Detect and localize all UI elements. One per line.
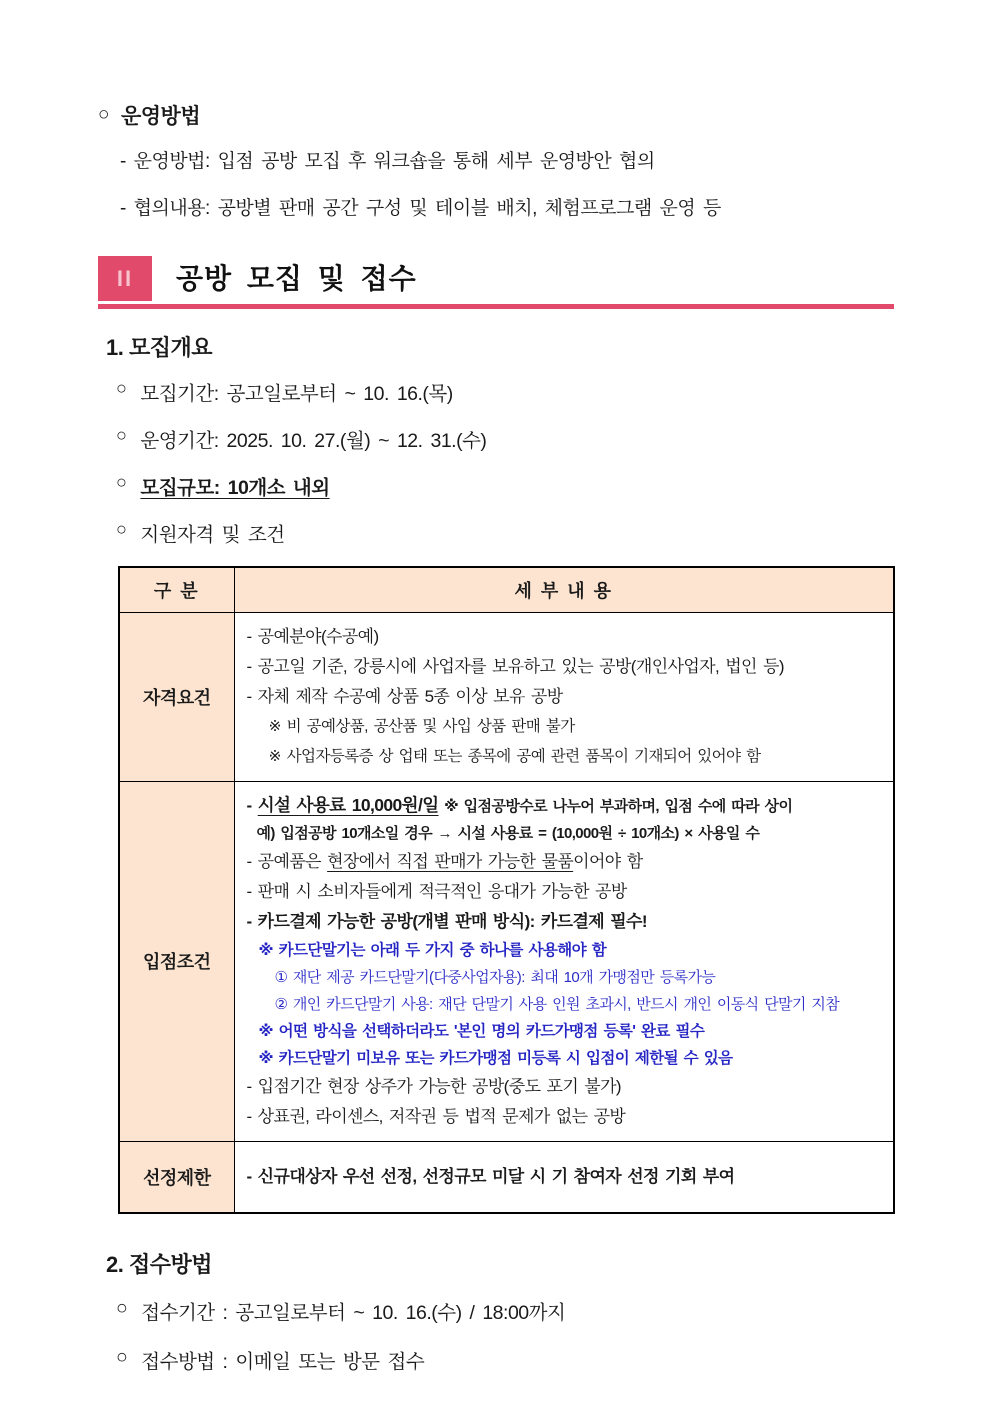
column-header-category: 구 분 — [119, 567, 234, 612]
card-merchant-note: ※ 어떤 방식을 선택하더라도 '본인 명의 카드가맹점 등록' 완료 필수 — [258, 1022, 705, 1040]
circle-bullet-icon: ○ — [116, 472, 127, 492]
entry-condition-line: - 상표권, 라이센스, 저작권 등 법적 문제가 없는 공방 — [246, 1106, 626, 1126]
table-row-qualification — [119, 612, 894, 781]
table-header-row — [119, 567, 894, 612]
qualification-bullet — [116, 519, 894, 547]
apply-period-text: 접수기간 : 공고일로부터 ~ 10. 16.(수) / 18:00까지 — [141, 1301, 566, 1324]
operation-method-item: - 협의내용: 공방별 판매 공간 구성 및 테이블 배치, 체험프로그램 운영 등 — [120, 198, 721, 219]
qualification-line: - 공예분야(수공예) — [246, 626, 379, 646]
row-label-entry-conditions: 입점조건 — [119, 781, 234, 1141]
section-title: 공방 모집 및 접수 — [176, 262, 417, 294]
circle-bullet-icon: ○ — [116, 519, 127, 539]
row-content-entry-conditions — [234, 781, 894, 1141]
qualification-note: ※ 사업자등록증 상 업태 또는 종목에 공예 관련 품목이 기재되어 있어야 함 — [268, 747, 761, 765]
operation-method-heading — [98, 100, 894, 130]
facility-fee-line — [247, 791, 888, 821]
card-payment-line: - 카드결제 가능한 공방(개별 판매 방식): 카드결제 필수! — [246, 911, 647, 931]
craft-sale-line — [247, 847, 888, 877]
qualification-text: 지원자격 및 조건 — [140, 524, 285, 546]
apply-method-text: 접수방법 : 이메일 또는 방문 접수 — [141, 1350, 425, 1373]
row-content-qualification — [234, 612, 894, 781]
qualification-note: ※ 비 공예상품, 공산품 및 사입 상품 판매 불가 — [268, 717, 575, 735]
apply-period-bullet — [116, 1297, 894, 1325]
circle-bullet-icon: ○ — [98, 104, 109, 125]
card-terminal-option-1: ① 재단 제공 카드단말기(다중사업자용): 최대 10개 가맹점만 등록가능 — [274, 968, 716, 986]
operation-method-items — [120, 146, 894, 220]
row-content-selection-limit — [234, 1141, 894, 1213]
qualification-table — [118, 566, 895, 1214]
section-header — [98, 256, 894, 309]
table-row-selection-limit — [119, 1141, 894, 1213]
apply-method-heading: 2. 접수방법 — [106, 1251, 212, 1277]
apply-method-bullets — [116, 1297, 894, 1374]
row-label-qualification: 자격요건 — [119, 612, 234, 781]
entry-condition-line: - 판매 시 소비자들에게 적극적인 응대가 가능한 공방 — [246, 881, 627, 901]
qualification-line: - 공고일 기준, 강릉시에 사업자를 보유하고 있는 공방(개인사업자, 법인 등) — [246, 656, 784, 676]
facility-fee-lead: 시설 사용료 10,000원/일 — [257, 794, 439, 815]
facility-fee-note: ※ 입점공방수로 나누어 부과하며, 입점 수에 따라 상이 — [438, 797, 793, 815]
apply-method-bullet — [116, 1346, 894, 1374]
circle-bullet-icon: ○ — [116, 425, 127, 445]
recruit-period-bullet — [116, 378, 894, 406]
recruit-period-text: 모집기간: 공고일로부터 ~ 10. 16.(목) — [140, 383, 453, 405]
recruit-scale-bullet — [116, 472, 894, 500]
craft-sale-post: 이어야 함 — [573, 851, 643, 871]
circle-bullet-icon: ○ — [116, 1296, 128, 1319]
operation-period-text: 운영기간: 2025. 10. 27.(월) ~ 12. 31.(수) — [140, 430, 487, 452]
recruit-overview-bullets — [116, 378, 894, 547]
entry-condition-line: - 입점기간 현장 상주가 가능한 공방(중도 포기 불가) — [246, 1076, 621, 1096]
recruit-overview-heading: 1. 모집개요 — [106, 335, 212, 360]
operation-period-bullet — [116, 425, 894, 453]
row-label-selection-limit: 선정제한 — [119, 1141, 234, 1213]
qualification-line: - 자체 제작 수공예 상품 5종 이상 보유 공방 — [246, 686, 563, 706]
circle-bullet-icon: ○ — [116, 1345, 128, 1368]
selection-limit-line: - 신규대상자 우선 선정, 선정규모 미달 시 기 참여자 선정 기회 부여 — [246, 1166, 735, 1186]
circle-bullet-icon: ○ — [116, 378, 127, 398]
section-number-badge: II — [98, 256, 152, 301]
operation-method-item: - 운영방법: 입점 공방 모집 후 워크숍을 통해 세부 운영방안 협의 — [120, 151, 655, 172]
card-terminal-note: ※ 카드단말기는 아래 두 가지 중 하나를 사용해야 함 — [258, 941, 607, 959]
card-restriction-note: ※ 카드단말기 미보유 또는 카드가맹점 미등록 시 입점이 제한될 수 있음 — [258, 1049, 733, 1067]
card-terminal-option-2: ② 개인 카드단말기 사용: 재단 단말기 사용 인원 초과시, 반드시 개인 이동식 단말기 지참 — [274, 995, 840, 1013]
craft-sale-underline: 현장에서 직접 판매가 가능한 물품 — [327, 851, 574, 871]
recruit-scale-text: 모집규모: 10개소 내외 — [140, 477, 330, 499]
facility-fee-example: 예) 입점공방 10개소일 경우 → 시설 사용료 = (10,000원 ÷ 10개소) × 사용일 수 — [256, 824, 760, 842]
column-header-details: 세 부 내 용 — [234, 567, 894, 612]
operation-method-heading-text: 운영방법 — [120, 105, 201, 128]
dash-bullet: - — [246, 795, 258, 815]
table-row-entry-conditions — [119, 781, 894, 1141]
craft-sale-pre: - 공예품은 — [246, 851, 328, 871]
